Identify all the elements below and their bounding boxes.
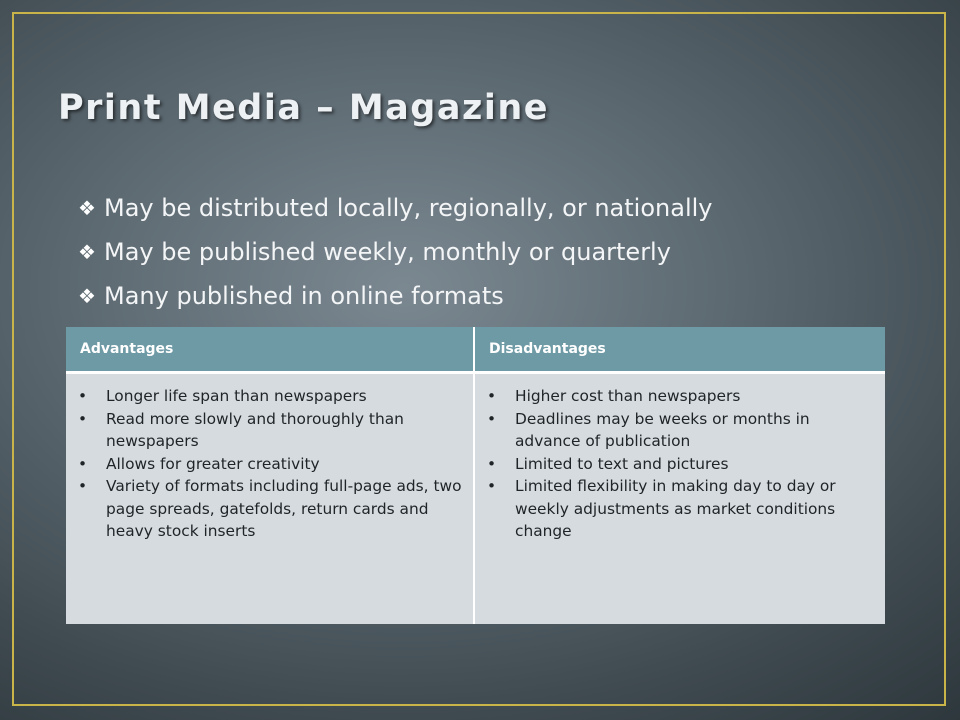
diamond-cluster-icon: ❖ bbox=[78, 240, 96, 264]
list-item: • Deadlines may be weeks or months in advance of publication bbox=[485, 408, 875, 453]
list-item: • Higher cost than newspapers bbox=[485, 385, 875, 408]
bullet-list bbox=[78, 186, 712, 318]
diamond-cluster-icon: ❖ bbox=[78, 284, 96, 308]
table-header-row bbox=[66, 327, 885, 373]
list-item: • Limited to text and pictures bbox=[485, 453, 875, 476]
bullet-item bbox=[78, 186, 712, 230]
bullet-text: May be published weekly, monthly or quarterly bbox=[104, 238, 671, 266]
list-item: • Read more slowly and thoroughly than newspapers bbox=[76, 408, 463, 453]
bullet-text: May be distributed locally, regionally, or nationally bbox=[104, 194, 713, 222]
advantages-cell bbox=[66, 373, 474, 625]
list-item: • Longer life span than newspapers bbox=[76, 385, 463, 408]
slide-title: Print Media – Magazine bbox=[58, 88, 549, 128]
disadvantages-cell bbox=[474, 373, 885, 625]
table-row bbox=[66, 373, 885, 625]
list-item: • Variety of formats including full-page ads, two page spreads, gatefolds, return cards and heavy stock inserts bbox=[76, 475, 463, 543]
list-item: • Limited flexibility in making day to day or weekly adjustments as market conditions change bbox=[485, 475, 875, 543]
diamond-cluster-icon: ❖ bbox=[78, 196, 96, 220]
disadvantages-list bbox=[485, 385, 875, 543]
list-item: • Allows for greater creativity bbox=[76, 453, 463, 476]
header-advantages: Advantages bbox=[66, 327, 474, 373]
bullet-item bbox=[78, 274, 712, 318]
comparison-table bbox=[66, 327, 885, 624]
bullet-item bbox=[78, 230, 712, 274]
bullet-text: Many published in online formats bbox=[104, 282, 504, 310]
header-disadvantages: Disadvantages bbox=[474, 327, 885, 373]
advantages-list bbox=[76, 385, 463, 543]
